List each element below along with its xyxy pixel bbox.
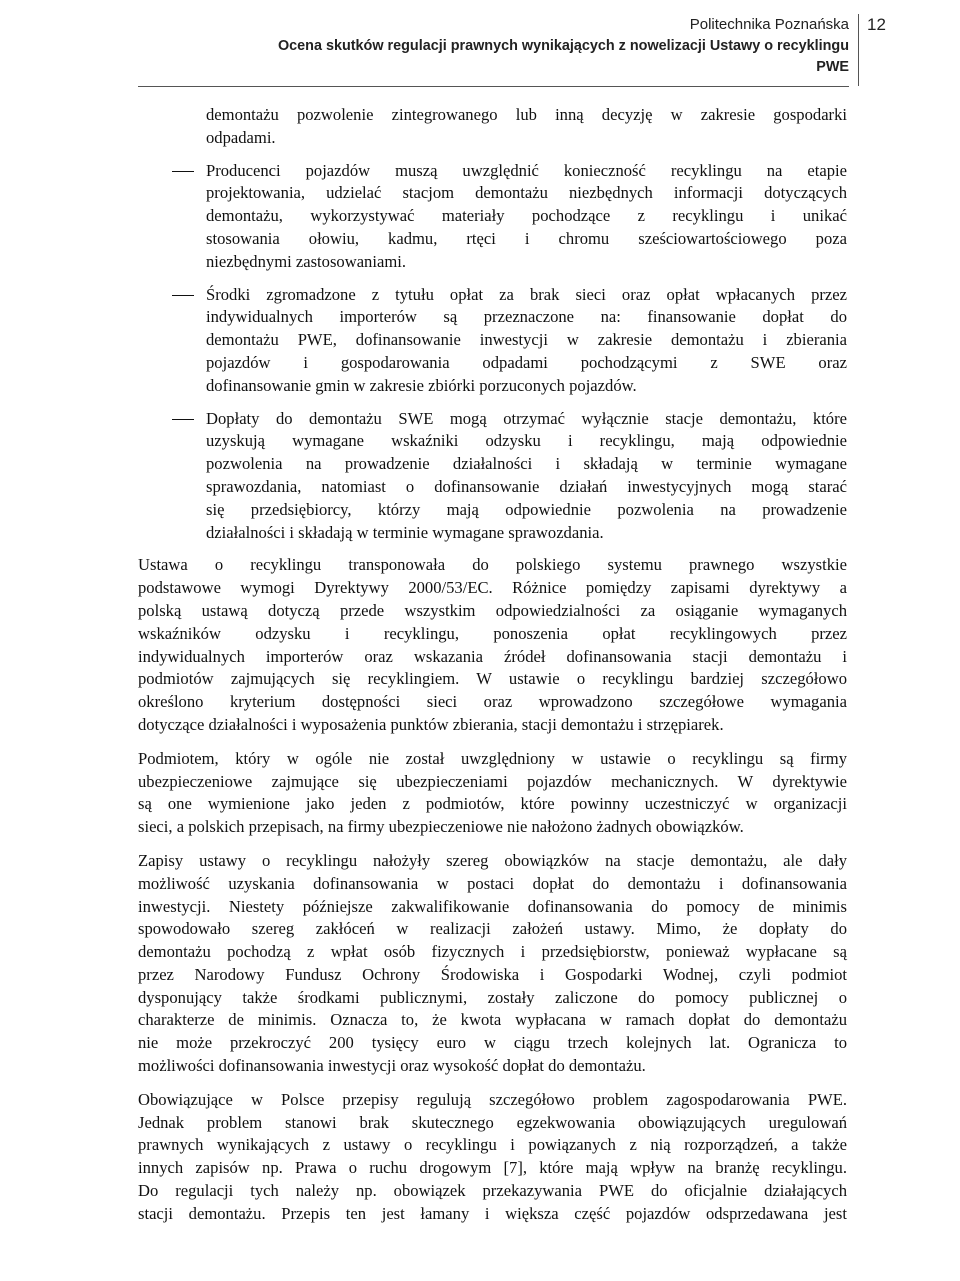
text-line: Obowiązujące w Polsce przepisy regulują szczegółowo problem zagospodarowania PWE. [138, 1089, 847, 1109]
bullet-continuation [138, 104, 847, 150]
text-line: spowodowało szereg zakłóceń w realizacji założeń ustawy. Mimo, że dopłaty do [138, 919, 847, 939]
text-line: polską ustawą dotyczą przede wszystkim odpowiedzialności za osiąganie wymaganych [138, 600, 847, 620]
text-line: indywidualnych importerów są przeznaczone na: finansowanie dopłat do [206, 307, 847, 327]
text-line: demontażu, wykorzystywać materiały pochodzące z recyklingu i unikać [206, 206, 847, 226]
text-line: możliwości dofinansowania inwestycji oraz wysokość dopłat do demontażu. [138, 1056, 646, 1076]
paragraph [138, 1089, 847, 1226]
paragraph [138, 850, 847, 1078]
text-line: stacji demontażu. Przepis ten jest łamany i większa część pojazdów odsprzedawana jest [138, 1203, 847, 1223]
text-line: możliwość uzyskania dofinansowania w postaci dopłat do demontażu i dofinansowania [138, 873, 847, 893]
dash-bullet-icon [172, 419, 194, 420]
text-line: dotyczące działalności i wyposażenia punktów zbierania, stacji demontażu i strzępiarek. [138, 714, 724, 734]
text-line: charakterze de minimis. Oznacza to, że kwota wypłacana w ramach dopłat do demontażu [138, 1010, 847, 1030]
header-title-line-2: PWE [816, 59, 849, 75]
text-line: Do regulacji tych należy np. obowiązek przekazywania PWE do oficjalnie działających [138, 1181, 847, 1201]
paragraph [138, 554, 847, 736]
header-rule [138, 86, 849, 87]
bullet-item [138, 160, 847, 274]
text-line: podstawowe wymogi Dyrektywy 2000/53/EC. Różnice pomiędzy zapisami dyrektywy a [138, 578, 847, 598]
text-line: są one wymienione jako jeden z podmiotów, które powinny uczestniczyć w organizacji [138, 794, 847, 814]
text-line: innych zapisów np. Prawa o ruchu drogowym [7], które mają wpływ na branżę recyklingu. [138, 1158, 847, 1178]
text-line: dysponujący także środkami publicznymi, zostały zaliczone do pomocy publicznej o [138, 987, 847, 1007]
text-line: niezbędnymi zastosowaniami. [206, 251, 406, 271]
text-line: nie może przekroczyć 200 tysięcy euro w ciągu trzech kolejnych lat. Ogranicza to [138, 1033, 847, 1053]
header-institution: Politechnika Poznańska [689, 16, 849, 33]
dash-bullet-icon [172, 295, 194, 296]
text-line: Ustawa o recyklingu transponowała do polskiego systemu prawnego wszystkie [138, 555, 847, 575]
text-line: podmiotów zajmujących się recyklingiem. W ustawie o recyklingu bardziej szczegółowo [138, 669, 847, 689]
text-line: sprawozdania, natomiast o dofinansowanie działań inwestycyjnych mogą starać [206, 476, 847, 496]
text-line: Zapisy ustawy o recyklingu nałożyły szereg obowiązków na stacje demontażu, ale dały [138, 850, 847, 870]
dash-bullet-icon [172, 171, 194, 172]
text-line: działalności i składają w terminie wymagane sprawozdania. [206, 522, 604, 542]
text-line: inwestycji. Niestety późniejsze zakwalifikowanie dofinansowania do pomocy de minimis [138, 896, 847, 916]
text-line: demontażu pochodzą z wpłat osób fizycznych i przedsiębiorstw, ponieważ wypłacane są [138, 942, 847, 962]
text-line: określono kryterium dostępności sieci oraz wprowadzono szczegółowe wymagania [138, 692, 847, 712]
text-line: uzyskują wymagane wskaźniki odzysku i recyklingu, mają odpowiednie [206, 431, 847, 451]
text-line: demontażu PWE, dofinansowanie inwestycji w zakresie demontażu i zbierania [206, 330, 847, 350]
text-line: Dopłaty do demontażu SWE mogą otrzymać wyłącznie stacje demontażu, które [206, 408, 847, 428]
text-line: ubezpieczeniowe zajmujące się ubezpieczeniami pojazdów mechanicznych. W dyrektywie [138, 771, 847, 791]
text-line: Producenci pojazdów muszą uwzględnić konieczność recyklingu na etapie [206, 160, 847, 180]
text-line: Podmiotem, który w ogóle nie został uwzględniony w ustawie o recyklingu są firmy [138, 748, 847, 768]
header-title-line-1: Ocena skutków regulacji prawnych wynikających z nowelizacji Ustawy o recyklingu [277, 38, 849, 54]
page-header [138, 14, 849, 78]
text-line: dofinansowanie gmin w zakresie zbiórki porzuconych pojazdów. [206, 375, 637, 395]
text-line: indywidualnych importerów oraz wskazania źródeł dofinansowania stacji demontażu i [138, 646, 847, 666]
text-line: wskaźników odzysku i recyklingu, ponoszenia opłat recyklingowych przez [138, 623, 847, 643]
text-line: pozwolenia na prowadzenie działalności i składają w terminie wymagane [206, 454, 847, 474]
text-line: prawnych wynikających z ustawy o recyklingu i powiązanych z nią rozporządzeń, a także [138, 1135, 847, 1155]
text-line: Środki zgromadzone z tytułu opłat za brak sieci oraz opłat wpłacanych przez [206, 284, 847, 304]
text-line: odpadami. [206, 127, 276, 147]
text-line: się przedsiębiorcy, którzy mają odpowiednie pozwolenia na prowadzenie [206, 499, 847, 519]
text-line: przez Narodowy Fundusz Ochrony Środowiska i Gospodarki Wodnej, czyli podmiot [138, 964, 847, 984]
paragraph [138, 748, 847, 839]
text-line: sieci, a polskich przepisach, na firmy ubezpieczeniowe nie nałożono żadnych obowiązków. [138, 817, 744, 837]
text-line: demontażu pozwolenie zintegrowanego lub inną decyzję w zakresie gospodarki [206, 105, 847, 124]
text-line: projektowania, udzielać stacjom demontażu niezbędnych informacji dotyczących [206, 183, 847, 203]
page-number: 12 [858, 14, 907, 86]
bullet-item [138, 284, 847, 398]
text-line: Jednak problem stanowi brak skutecznego egzekwowania obowiązujących uregulowań [138, 1112, 847, 1132]
text-line: stosowania ołowiu, kadmu, rtęci i chromu sześciowartościowego poza [206, 228, 847, 248]
text-line: pojazdów i gospodarowania odpadami pochodzącymi z SWE oraz [206, 352, 847, 372]
document-body [138, 104, 847, 1237]
bullet-item [138, 408, 847, 545]
